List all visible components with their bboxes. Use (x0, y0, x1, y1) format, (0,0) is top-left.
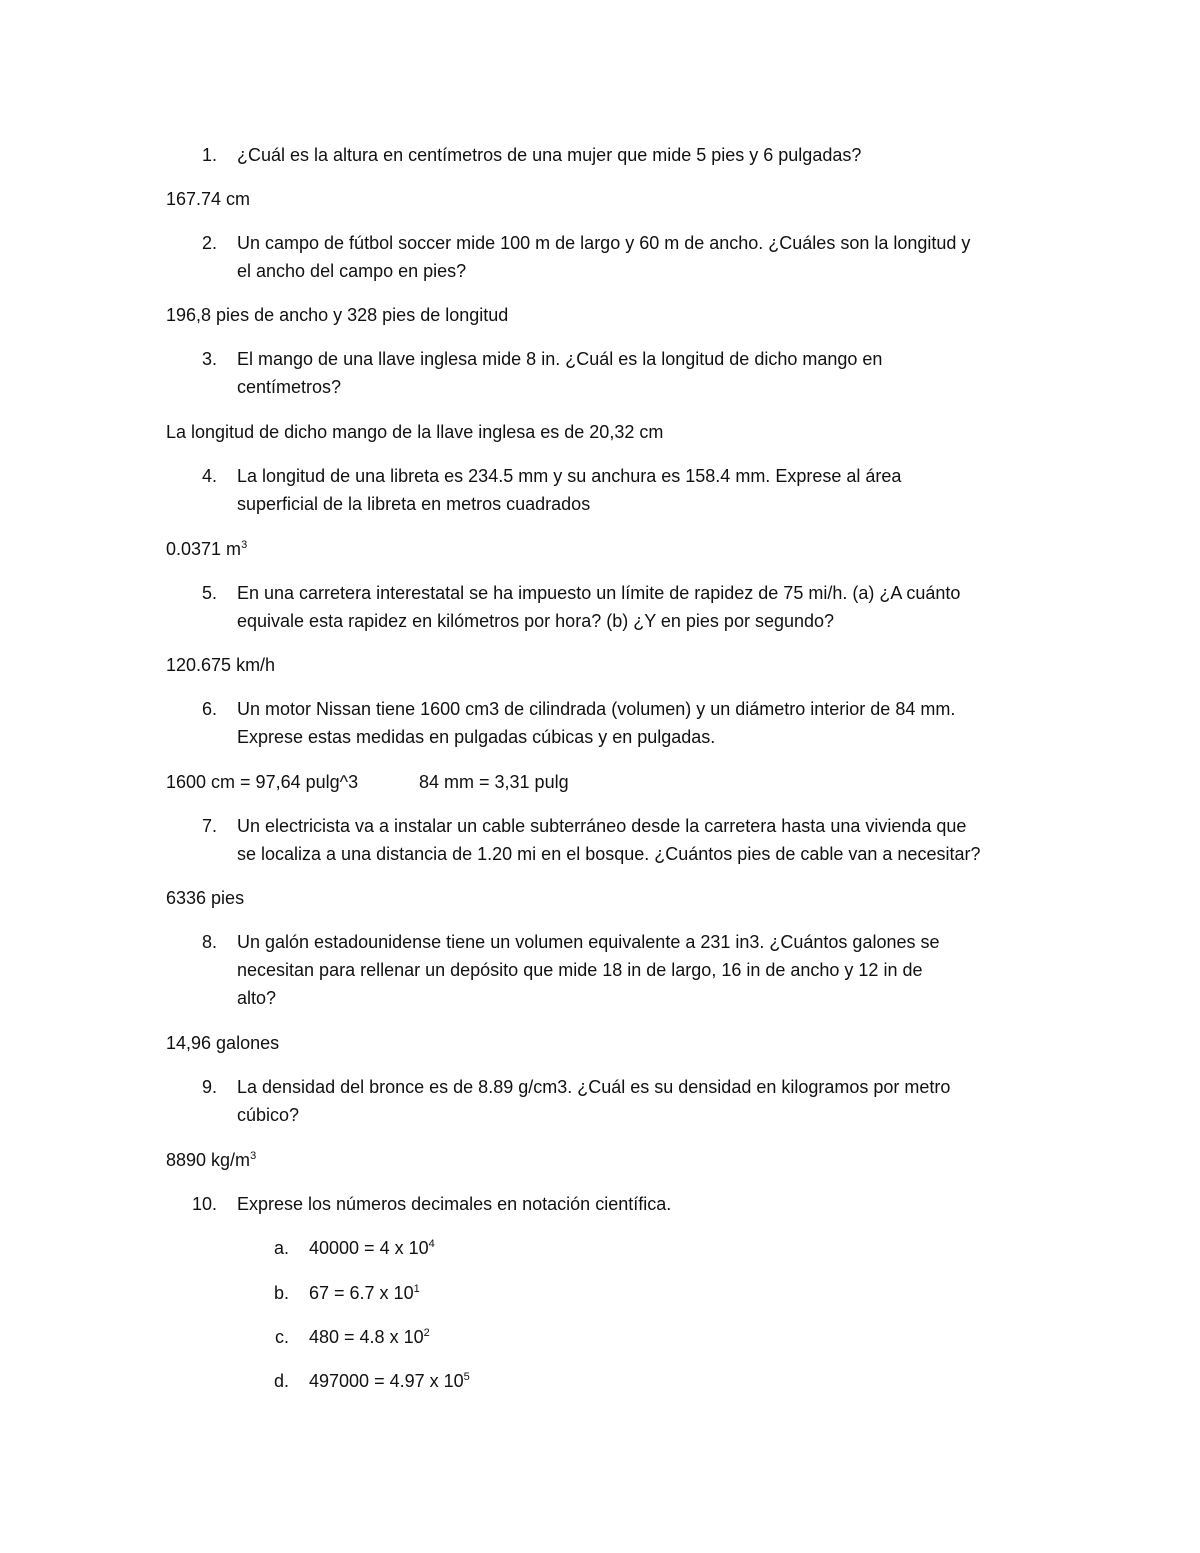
question-2-text-line-2: el ancho del campo en pies? (237, 261, 467, 281)
question-1-number: 1. (201, 145, 217, 165)
subitem-c-text (309, 1325, 430, 1349)
answer-3: La longitud de dicho mango de la llave inglesa es de 20,32 cm (166, 422, 664, 442)
question-8-text-line-2: necesitan para rellenar un depósito que mide 18 in de largo, 16 in de ancho y 12 in de (237, 960, 923, 980)
question-4-number: 4. (201, 466, 217, 486)
answer-6a: 1600 cm = 97,64 pulg^3 (166, 772, 359, 792)
subitem-c-exponent: 2 (423, 1327, 430, 1339)
question-2-text-line-1: Un campo de fútbol soccer mide 100 m de largo y 60 m de ancho. ¿Cuáles son la longitud y (237, 233, 971, 253)
answer-8: 14,96 galones (166, 1033, 280, 1053)
answer-2: 196,8 pies de ancho y 328 pies de longitud (166, 305, 509, 325)
subitem-a-text (309, 1236, 435, 1260)
answer-9-value: 8890 kg/m (166, 1150, 251, 1170)
subitem-b-text (309, 1281, 420, 1305)
question-3-number: 3. (201, 349, 217, 369)
question-7-number: 7. (201, 816, 217, 836)
subitem-d-exponent: 5 (463, 1371, 470, 1383)
question-5-text-line-2: equivale esta rapidez en kilómetros por hora? (b) ¿Y en pies por segundo? (237, 611, 835, 631)
subitem-c-value: 480 = 4.8 x 10 (309, 1327, 424, 1347)
question-8-number: 8. (201, 932, 217, 952)
question-9-text-line-1: La densidad del bronce es de 8.89 g/cm3. ¿Cuál es su densidad en kilogramos por metro (237, 1077, 951, 1097)
question-3-text-line-1: El mango de una llave inglesa mide 8 in. ¿Cuál es la longitud de dicho mango en (237, 349, 883, 369)
subitem-a-value: 40000 = 4 x 10 (309, 1238, 429, 1258)
question-8-text-line-1: Un galón estadounidense tiene un volumen equivalente a 231 in3. ¿Cuántos galones se (237, 932, 940, 952)
question-8-text-line-3: alto? (237, 988, 277, 1008)
subitem-d-value: 497000 = 4.97 x 10 (309, 1371, 464, 1391)
answer-4-exponent: 3 (241, 539, 248, 551)
subitem-b-letter: b. (273, 1283, 289, 1303)
question-4-text-line-1: La longitud de una libreta es 234.5 mm y su anchura es 158.4 mm. Exprese al área (237, 466, 902, 486)
question-5-number: 5. (201, 583, 217, 603)
subitem-a-exponent: 4 (428, 1238, 435, 1250)
answer-1: 167.74 cm (166, 189, 251, 209)
subitem-b-exponent: 1 (413, 1283, 420, 1295)
question-10-number: 10. (191, 1194, 217, 1214)
question-4-text-line-2: superficial de la libreta en metros cuadrados (237, 494, 591, 514)
question-3-text-line-2: centímetros? (237, 377, 342, 397)
answer-9 (166, 1148, 256, 1172)
question-1-text: ¿Cuál es la altura en centímetros de una mujer que mide 5 pies y 6 pulgadas? (237, 145, 862, 165)
subitem-d-text (309, 1369, 470, 1393)
answer-5: 120.675 km/h (166, 655, 276, 675)
answer-7: 6336 pies (166, 888, 245, 908)
subitem-c-letter: c. (274, 1327, 289, 1347)
question-6-number: 6. (201, 699, 217, 719)
subitem-d-letter: d. (273, 1371, 289, 1391)
question-5-text-line-1: En una carretera interestatal se ha impuesto un límite de rapidez de 75 mi/h. (a) ¿A cuánto (237, 583, 961, 603)
answer-4 (166, 537, 247, 561)
answer-6b: 84 mm = 3,31 pulg (419, 772, 569, 792)
question-7-text-line-1: Un electricista va a instalar un cable subterráneo desde la carretera hasta una vivienda que (237, 816, 967, 836)
answer-4-value: 0.0371 m (166, 539, 242, 559)
question-9-text-line-2: cúbico? (237, 1105, 300, 1125)
question-6-text-line-1: Un motor Nissan tiene 1600 cm3 de cilindrada (volumen) y un diámetro interior de 84 mm. (237, 699, 956, 719)
question-9-number: 9. (201, 1077, 217, 1097)
question-7-text-line-2: se localiza a una distancia de 1.20 mi en el bosque. ¿Cuántos pies de cable van a necesitar? (237, 844, 981, 864)
question-2-number: 2. (201, 233, 217, 253)
answer-9-exponent: 3 (250, 1150, 257, 1162)
question-6-text-line-2: Exprese estas medidas en pulgadas cúbicas y en pulgadas. (237, 727, 716, 747)
subitem-a-letter: a. (273, 1238, 289, 1258)
question-10-text: Exprese los números decimales en notación científica. (237, 1194, 672, 1214)
subitem-b-value: 67 = 6.7 x 10 (309, 1283, 414, 1303)
